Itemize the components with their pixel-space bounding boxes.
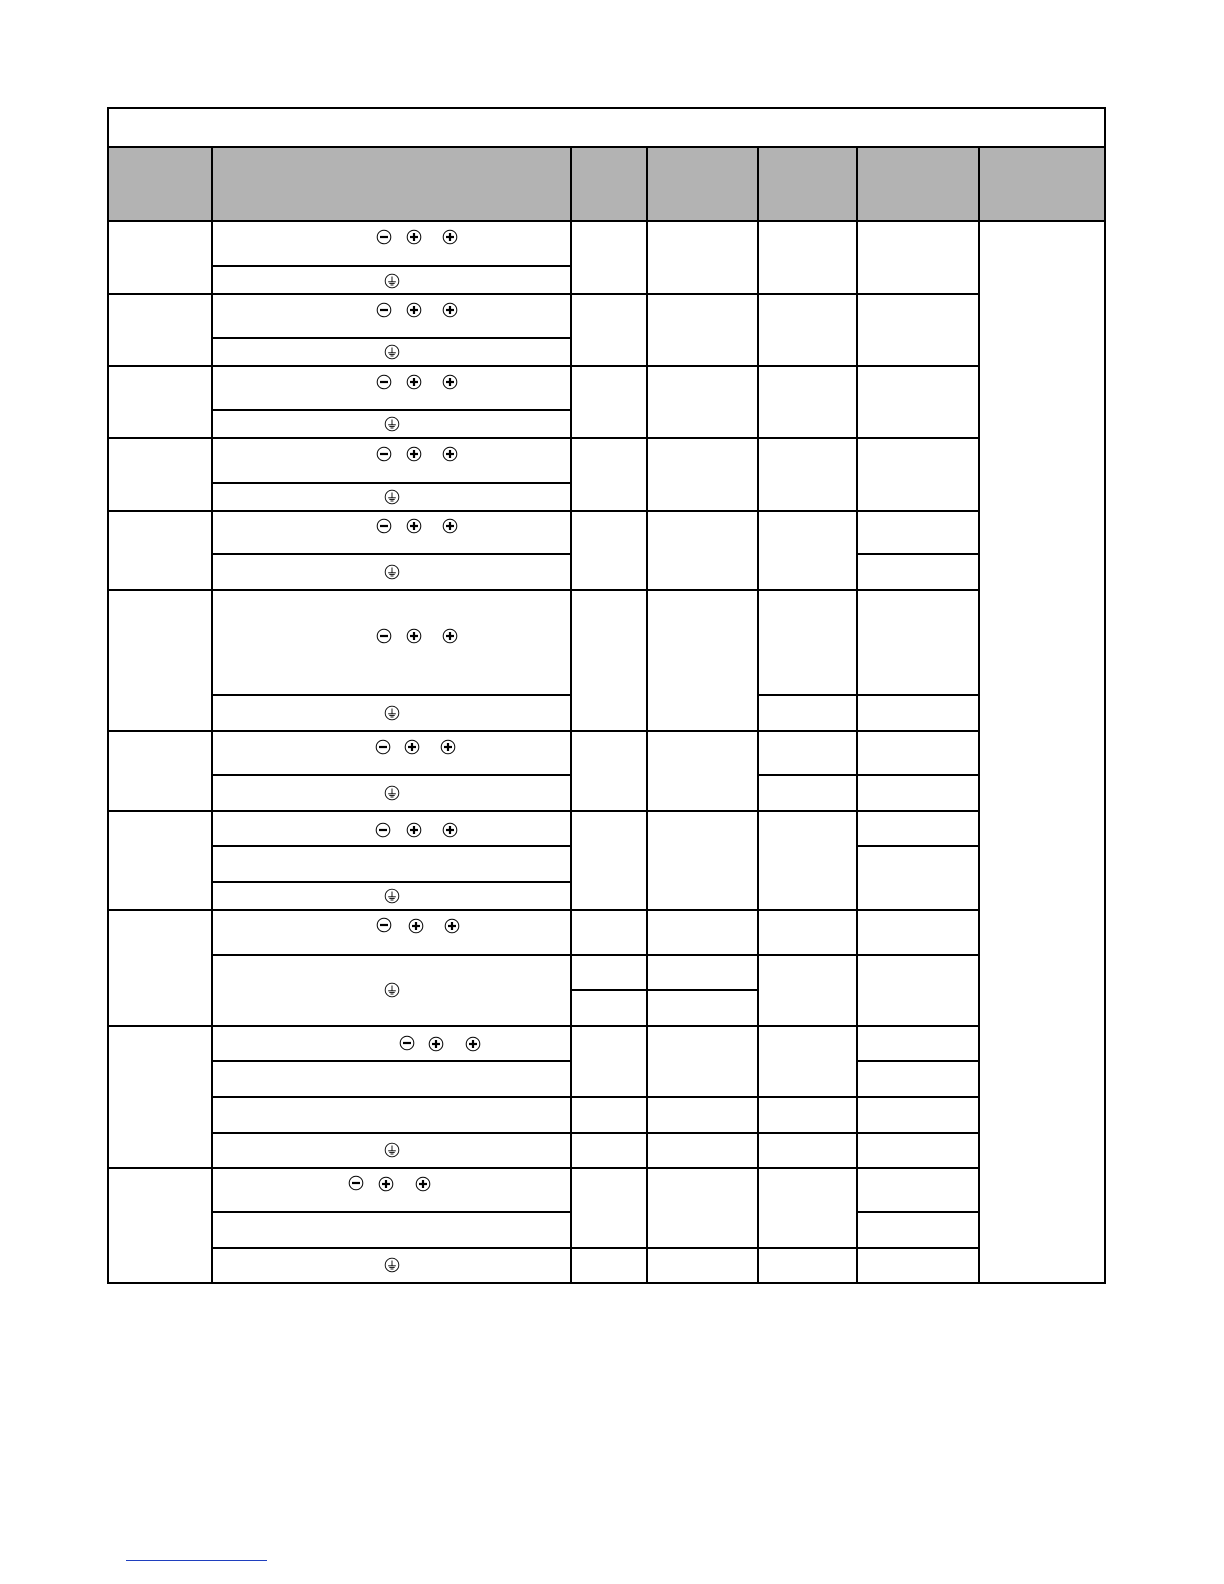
footnote-rule bbox=[126, 1560, 267, 1561]
ground-icon bbox=[385, 983, 399, 997]
ground-icon bbox=[385, 786, 399, 800]
ground-icon bbox=[385, 417, 399, 431]
plus-circle-icon bbox=[409, 919, 423, 933]
minus-circle-icon bbox=[376, 740, 390, 754]
minus-circle-icon bbox=[377, 303, 391, 317]
plus-circle-icon bbox=[443, 447, 457, 461]
ground-icon bbox=[385, 1258, 399, 1272]
minus-circle-icon bbox=[376, 823, 390, 837]
plus-circle-icon bbox=[379, 1177, 393, 1191]
minus-circle-icon bbox=[400, 1036, 414, 1050]
minus-circle-icon bbox=[377, 629, 391, 643]
row-3-symbols bbox=[377, 375, 457, 431]
ground-icon bbox=[385, 565, 399, 579]
row-6-symbols bbox=[377, 629, 457, 720]
plus-circle-icon bbox=[405, 740, 419, 754]
minus-circle-icon bbox=[349, 1176, 363, 1190]
plus-circle-icon bbox=[416, 1177, 430, 1191]
plus-circle-icon bbox=[407, 303, 421, 317]
plus-circle-icon bbox=[407, 230, 421, 244]
row-8-symbols bbox=[376, 823, 457, 903]
plus-circle-icon bbox=[443, 519, 457, 533]
ground-icon bbox=[385, 490, 399, 504]
row-7-symbols bbox=[376, 740, 455, 800]
minus-circle-icon bbox=[377, 230, 391, 244]
plus-circle-icon bbox=[443, 230, 457, 244]
minus-circle-icon bbox=[377, 519, 391, 533]
row-1-symbols bbox=[377, 230, 457, 288]
plus-circle-icon bbox=[407, 823, 421, 837]
ground-icon bbox=[385, 706, 399, 720]
ground-icon bbox=[385, 274, 399, 288]
ground-icon bbox=[385, 345, 399, 359]
plus-circle-icon bbox=[407, 629, 421, 643]
plus-circle-icon bbox=[407, 447, 421, 461]
row-9-symbols bbox=[377, 918, 459, 997]
row-5-symbols bbox=[377, 519, 457, 579]
plus-circle-icon bbox=[407, 519, 421, 533]
row-4-symbols bbox=[377, 447, 457, 504]
plus-circle-icon bbox=[443, 823, 457, 837]
plus-circle-icon bbox=[445, 919, 459, 933]
row-11-symbols bbox=[349, 1176, 430, 1272]
plus-circle-icon bbox=[443, 629, 457, 643]
ground-icon bbox=[385, 1143, 399, 1157]
ground-icon bbox=[385, 889, 399, 903]
plus-circle-icon bbox=[441, 740, 455, 754]
plus-circle-icon bbox=[429, 1037, 443, 1051]
plus-circle-icon bbox=[443, 375, 457, 389]
plus-circle-icon bbox=[407, 375, 421, 389]
minus-circle-icon bbox=[377, 375, 391, 389]
row-10-symbols bbox=[385, 1036, 480, 1157]
plus-circle-icon bbox=[443, 303, 457, 317]
row-2-symbols bbox=[377, 303, 457, 359]
minus-circle-icon bbox=[377, 447, 391, 461]
plus-circle-icon bbox=[466, 1037, 480, 1051]
minus-circle-icon bbox=[377, 918, 391, 932]
